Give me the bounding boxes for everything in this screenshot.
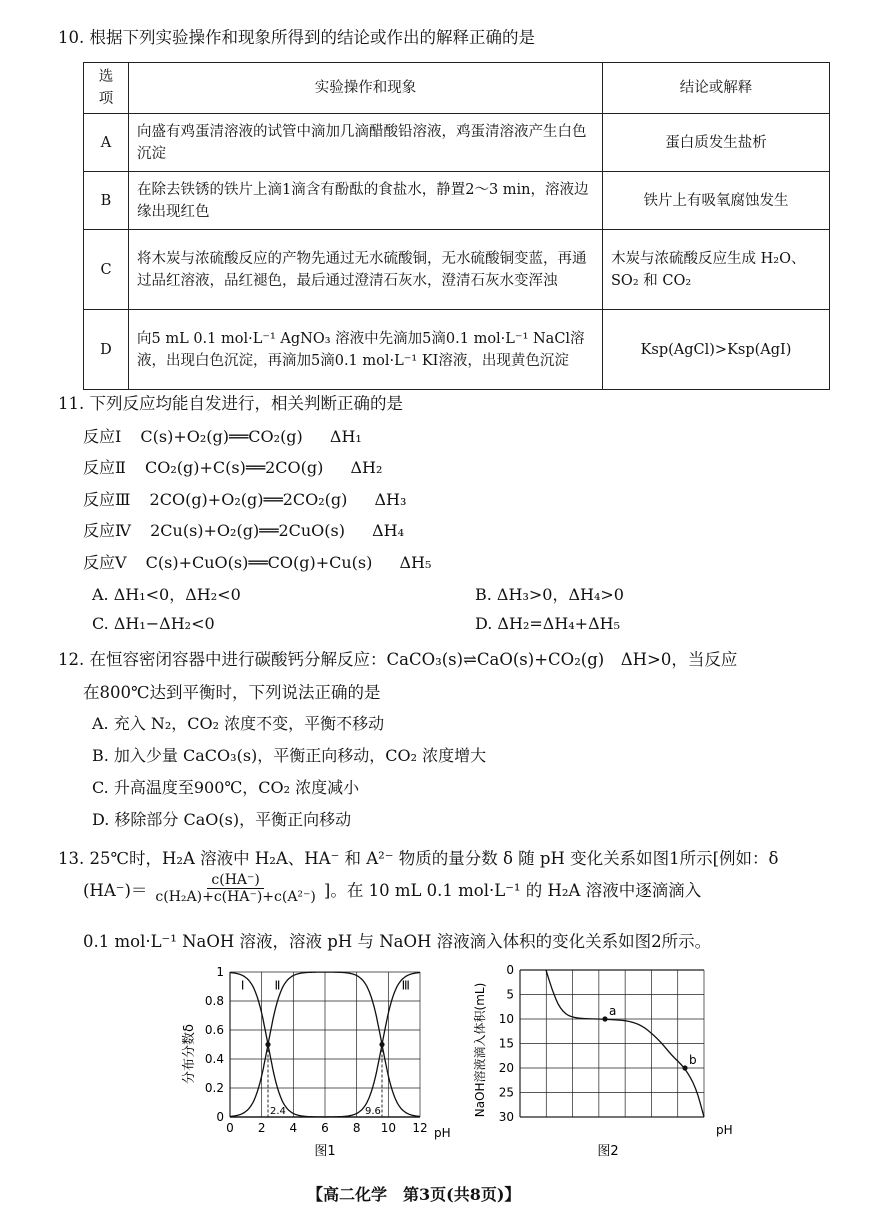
q12-option-b: B. 加入少量 CaCO₃(s)，平衡正向移动，CO₂ 浓度增大: [92, 746, 487, 765]
frac-denominator: c(H₂A)+c(HA⁻)+c(A²⁻): [155, 889, 316, 905]
q11-stem: 11. 下列反应均能自发进行，相关判断正确的是: [58, 394, 403, 413]
y-tick-label: 0.4: [204, 1052, 224, 1066]
y-tick-label: 5: [506, 987, 514, 1002]
reaction-3: [83, 487, 406, 510]
figure-1-ylabel: 分布分数δ: [182, 1024, 197, 1084]
reaction-4: [83, 518, 404, 541]
point-label: a: [609, 1004, 617, 1018]
y-tick-label: 1: [216, 965, 224, 979]
row-operation: 向5 mL 0.1 mol·L⁻¹ AgNO₃ 溶液中先滴加5滴0.1 mol·L⁻¹ NaCl溶液，出现白色沉淀，再滴加5滴0.1 mol·L⁻¹ KI溶液，出现黄色沉淀: [129, 310, 603, 390]
figure-1-title: 图1: [314, 1144, 336, 1159]
header-conclusion: 结论或解释: [603, 63, 830, 114]
y-tick-label: 0.2: [204, 1081, 224, 1095]
reaction-equation: C(s)+O₂(g)══CO₂(g): [140, 427, 303, 446]
series-label: Ⅱ: [274, 978, 281, 993]
row-option: A: [84, 114, 129, 172]
q13-stem-line1: 13. 25℃时，H₂A 溶液中 H₂A、HA⁻ 和 A²⁻ 物质的量分数 δ 随 pH 变化关系如图1所示[例如：δ: [58, 849, 779, 868]
q10-stem: 10. 根据下列实验操作和现象所得到的结论或作出的解释正确的是: [58, 28, 535, 47]
q12-option-a: A. 充入 N₂，CO₂ 浓度不变，平衡不移动: [92, 714, 385, 733]
series-label: Ⅰ: [240, 978, 245, 993]
row-operation: 将木炭与浓硫酸反应的产物先通过无水硫酸铜，无水硫酸铜变蓝，再通过品红溶液，品红褪色，最后通过澄清石灰水，澄清石灰水变浑浊: [129, 230, 603, 310]
q11-option-d: D. ΔH₂=ΔH₄+ΔH₅: [475, 614, 621, 633]
x-tick-label: 12: [412, 1121, 428, 1135]
row-conclusion: Ksp(AgCl)>Ksp(AgI): [603, 310, 830, 390]
reaction-5: [83, 550, 431, 573]
reaction-1: [83, 424, 362, 447]
reaction-enthalpy: ΔH₂: [350, 458, 383, 477]
reaction-enthalpy: ΔH₁: [329, 427, 362, 446]
frac-left: (HA⁻)＝: [83, 880, 148, 900]
point-a: [602, 1016, 607, 1021]
q13-stem-line2: [83, 872, 701, 905]
x-tick-label: 4: [289, 1121, 298, 1135]
figure-1-labels: [241, 978, 410, 1117]
reaction-name: 反应Ⅰ: [83, 427, 122, 446]
pka1-label: 2.4: [270, 1106, 286, 1117]
header-option: 选项: [84, 63, 129, 114]
reaction-enthalpy: ΔH₄: [372, 521, 404, 540]
q12-option-c: C. 升高温度至900℃，CO₂ 浓度减小: [92, 778, 360, 797]
frac-numerator: c(HA⁻): [207, 872, 263, 889]
figure-1-chart: [175, 962, 451, 1159]
q12-stem-line1: 12. 在恒容密闭容器中进行碳酸钙分解反应：CaCO₃(s)⇌CaO(s)+CO₂(g) ΔH>0，当反应: [58, 650, 738, 669]
y-tick-label: 0.6: [204, 1023, 224, 1037]
pka2-label: 9.6: [365, 1106, 381, 1117]
fraction: [151, 872, 320, 905]
y-tick-label: 15: [498, 1036, 514, 1051]
q11-option-b: B. ΔH₃>0，ΔH₄>0: [475, 585, 624, 604]
reaction-name: 反应Ⅲ: [83, 490, 131, 509]
reaction-2: [83, 455, 382, 478]
reaction-name: 反应Ⅱ: [83, 458, 126, 477]
row-option: B: [84, 172, 129, 230]
row-option: D: [84, 310, 129, 390]
frac-right: ]。在 10 mL 0.1 mol·L⁻¹ 的 H₂A 溶液中逐滴滴入: [323, 880, 702, 900]
row-operation: 向盛有鸡蛋清溶液的试管中滴加几滴醋酸铅溶液，鸡蛋清溶液产生白色沉淀: [129, 114, 603, 172]
y-tick-label: 30: [498, 1110, 514, 1124]
figure-1-xlabel: pH: [434, 1126, 451, 1140]
q13-stem-line3: 0.1 mol·L⁻¹ NaOH 溶液，溶液 pH 与 NaOH 溶液滴入体积的变化关系如图2所示。: [83, 932, 712, 951]
series-label: Ⅲ: [401, 978, 410, 993]
reaction-equation: CO₂(g)+C(s)══2CO(g): [144, 458, 324, 477]
reaction-enthalpy: ΔH₅: [399, 553, 432, 572]
y-tick-label: 10: [498, 1012, 514, 1026]
reaction-equation: C(s)+CuO(s)══CO(g)+Cu(s): [145, 553, 373, 572]
page-footer: 【高二化学 第3页(共8页)】: [307, 1185, 521, 1204]
figure-2-ylabel: NaOH溶液滴入体积(mL): [473, 982, 487, 1118]
point-b: [682, 1065, 687, 1070]
table-header-row: [84, 63, 830, 114]
row-option: C: [84, 230, 129, 310]
figure-2-title: 图2: [597, 1144, 619, 1159]
reaction-equation: 2Cu(s)+O₂(g)══2CuO(s): [150, 521, 345, 540]
intersection-point: [379, 1042, 384, 1047]
q12-option-d: D. 移除部分 CaO(s)，平衡正向移动: [92, 810, 352, 829]
figure-2-chart: [472, 960, 742, 1160]
row-conclusion: 木炭与浓硫酸反应生成 H₂O、SO₂ 和 CO₂: [603, 230, 830, 310]
x-tick-label: 6: [321, 1121, 329, 1135]
table-row: [84, 172, 830, 230]
intersection-point: [265, 1042, 270, 1047]
y-tick-label: 0.8: [204, 994, 224, 1008]
y-tick-label: 0: [506, 963, 514, 977]
reaction-equation: 2CO(g)+O₂(g)══2CO₂(g): [149, 490, 348, 509]
table-row: [84, 310, 830, 390]
figure-2-xlabel: pH: [716, 1123, 733, 1137]
row-operation: 在除去铁锈的铁片上滴1滴含有酚酞的食盐水，静置2～3 min，溶液边缘出现红色: [129, 172, 603, 230]
figure-1-grid: [205, 965, 428, 1135]
q12-stem-line2: 在800℃达到平衡时，下列说法正确的是: [83, 683, 381, 702]
q11-option-a: A. ΔH₁<0，ΔH₂<0: [92, 585, 241, 604]
table-row: [84, 230, 830, 310]
x-tick-label: 2: [257, 1121, 266, 1135]
point-label: b: [689, 1053, 697, 1067]
reaction-enthalpy: ΔH₃: [374, 490, 407, 509]
y-tick-label: 25: [498, 1085, 514, 1100]
table-row: [84, 114, 830, 172]
q11-option-c: C. ΔH₁−ΔH₂<0: [92, 614, 215, 633]
header-operation: 实验操作和现象: [129, 63, 603, 114]
reaction-name: 反应Ⅴ: [83, 553, 127, 572]
q10-table: [83, 62, 830, 390]
figure-2-grid: [499, 963, 704, 1124]
x-tick-label: 8: [352, 1121, 361, 1135]
x-tick-label: 10: [380, 1121, 396, 1135]
x-tick-label: 0: [226, 1121, 234, 1135]
reaction-name: 反应Ⅳ: [83, 521, 131, 540]
y-tick-label: 0: [216, 1110, 224, 1124]
y-tick-label: 20: [498, 1061, 514, 1075]
row-conclusion: 蛋白质发生盐析: [603, 114, 830, 172]
row-conclusion: 铁片上有吸氧腐蚀发生: [603, 172, 830, 230]
